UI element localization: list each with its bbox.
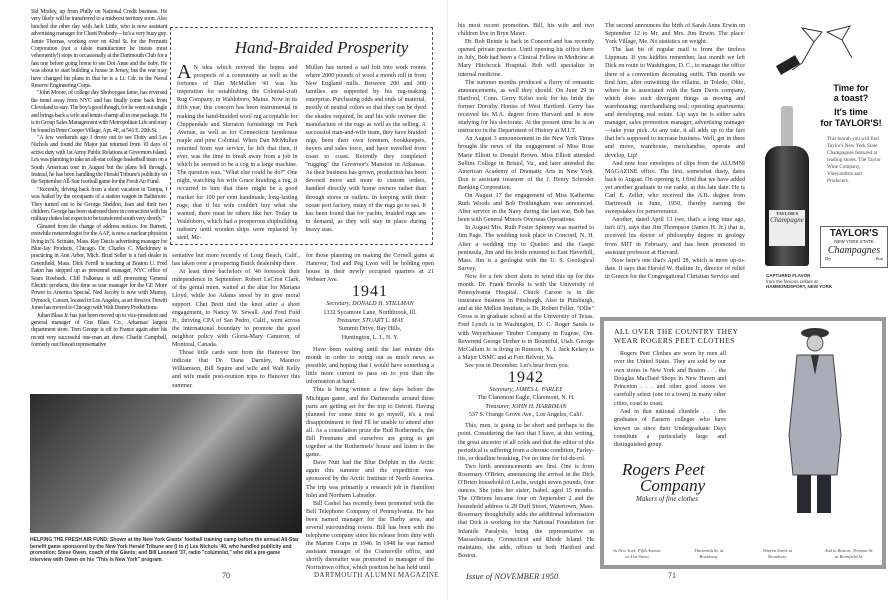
treasurer-address: Huntington, L. I., N. Y. (341, 334, 399, 341)
paragraph: Another, dated April 13 (we, that's a long time ago, isn't it?), says that Jim Thompson (James H. Jr.) that is, received his doctor of philosophy degree in geology from MIT in February, and has been promoted to assistant professor at Harvard. (605, 217, 745, 256)
paragraph: See you in December. Let's hear from you. (465, 362, 570, 369)
taylor-champagne-ad (752, 18, 892, 288)
paragraph: Bill Cashel has recently been promoted with the Bell Telephone Company of Pennsylvania. He has been named manager for the Darby area, and several surrounding towns. Bill has been with the telephone company since his release from duty with the Marine Corps in 1946. In 1948 he was named assistant manager of the Coatesville office, and shortly thereafter was promoted to manager of the Norristown office, which position he has held until (306, 500, 434, 572)
article-text: N idea which revived the hopes and prospects of a community as well as the fortunes of Dan McMullen '41 was his inspiration for establishing the Colonial-craft Rug Company, in Waldoboro, Maine. Now in its fifth year, this concern has been instrumental in making the hand-braided wool rug acceptable for Chippendale and Sheraton furnishings on Park Avenue, as well as for Connecticut farmhouse maple and pine Colonial. When Dan McMullen returned from war service, he felt that then, if ever, was the time to break away from a job in which he seemed to be a cog in a large machine. The question was, "What else could he do?" One night, watching his wife Grace braiding a rug, it occurred to him that there might be a good market for 100 per cent handmade, long-lasting rugs; that if his wife couldn't buy what she wanted, there must be others like her. Today in Waldoboro, which had a prosperous shipbuilding industry until wooden ships were replaced by steel, Mc- (177, 65, 298, 241)
paragraph: "John Moore, of college day Shoboygan fame, has reversed the trend away from NYC and has finally come back from Cleveland to stay. The boy's good though, for he went out single and brings back a wife and tennis champ all in one package. He is in Group Sales Management with Metropolitan Life and may be found in Peter Cooper Village, Apt. 4E, at 541 E. 20th St. (31, 90, 167, 134)
treasurer-address: 537 S. Orange Grove Ave., Los Angeles, Calif. (468, 412, 584, 419)
paragraph: Now for a few short shots to wind this up for this month. Dr. Frank Brooks is with the University of Pennsylvania Hospital. Chuck Carson is in the insurance business in Pittsburgh. Also in Pittsburgh, and at the Mellon Institute, is Dr. Robert Feller. "Ollie" Gross is in graduate school at the University of Texas. Fred Lynch is in Washington, D. C. Roger Sands is with Weyerhauser Timber Company in Eugene, Ore. Reverend George Dreher is in Bountiful, Utah. George McCallum Jr. is living in Rumson, N. J. Jack Kelsey is a Major USMC and at Fort Belvoir, Va. (458, 273, 594, 361)
paragraph: Dr. Bob Reinie is back in Concord and has recently opened private practice. Until opening his office there in July, Bob had been a Clinical Fellow in Medicine at Mary Hitchcock Hospital. Bob will specialize in internal medicine. (458, 39, 594, 78)
column-a (458, 22, 594, 562)
paragraph: Those little cards sent from the Hanover Inn indicate that Dr. Dana Darnley, Maurice Williamson, Bill Squire and wife and Walt Kelly and wife made post-reunion trips to Hanover this summer. (172, 350, 300, 389)
paragraph: Julian Blass Jr. has just been moved up to vice-president and general manager of Gus Blass Co., Arkansas' largest department store. Tom George is off to France again after his recent very successful one-man art show. Charlie Campbell, formerly our Hawaii representative (31, 312, 167, 349)
paragraph: "Recently, driving back from a short vacation in Tampa, I was hailed by the occupants of a station wagon in Baltimore. They turned out to be George Sheldon, Jean and their two children. George has been stationed there in connection with his military duties but expects to be transferred south very shortly." (31, 186, 167, 223)
rogers-peet-logo: Rogers Peet Company Makers of fine clothes (622, 459, 706, 503)
man-in-overcoat-illustration (779, 325, 849, 515)
photo-caption: HELPING THE FRESH AIR FUND: Shown at the New York Giants' football training camp before the annual All-Star benefit game sponsored by the New York Herald Tribune are (l to r) Les Nichols '40, who handled publicity and promotion; Steve Owen, coach of the Giants; and Bill Leonard '37, radio "columnist," who did a pre-game interview with Owen on his "This Is New York" program. (30, 537, 299, 563)
secretary-address: 1332 Sycamore Lane, Northbrook, Ill. (323, 309, 417, 316)
page-gutter (447, 0, 448, 600)
treasurer: Treasurer, JOHN H. HARRIMAN (485, 403, 567, 410)
paragraph: And now four envelopes of clips from the ALUMNI MAGAZINE office. The first, somewhat dusty, dates back to August. On opening it, I find that we have added yet another graduate to our ranks, at this late date. He is Carl E. Zeller, who received the A.B. degree from Dartmouth in June, 1950, thereby earning the sweepstakes for perseverance. (605, 160, 745, 216)
paragraph: Dave Nutt had the Blue Dolphin in the Arctic again this summer and the expedition was sponsored by the Arctic Institute of North America. The trip was primarily a research job in Hamilton Inlet and Northern Labrador. (306, 460, 434, 499)
page-number-left: 70 (222, 571, 230, 580)
paragraph: sentative but more recently of Long Beach, Calif., has taken over a prospering Buick dealership there. (172, 253, 300, 268)
paragraph: Sid Morley, up from Philly on National Credit business. He very likely will be transferred to a midwest territory soon. Also lunched the other day with Jack Little, who is now assistant advertising manager for Cluett Peabody—he's a very busy guy. Jamie Thomas, working over on 42nd St. for the Permutit Corporation (not a falsie manufacturer he insists most vehemently!) stops in occasionally at the Dartmouth Club for a fast one before going home to see Dot Anne and the baby. He was about to start building a house in Jersey, but the war may have changed his plans in that he is a Lt. Cdr. in the Naval Reserve Engineering Corps. (31, 9, 167, 90)
paragraph: Gleaned from the change of address notices: Joe Burnett, erstwhile meteorologist for the AAF, is now a nuclear physicist living in N. Scituate, Mass. Ray Dau is advertising manager for Blue-Jay Products, Chicago. Dr. Charles C. Mackinney is practicing in Ann Arbor, Mich. Brud Seller is a fuel dealer in Greenfield, Mass. Dick Ferrill is teaching at Boston U. Fred Eaton has stepped up as personnel manager, NYC office of Sears Roebuck. Cliff Falkenau is still promoting General Electric products, this time as tour manager for the GE More Power to America Special. Ned Jacoby is now with Murray, Dymock, Carson, located in Los Angeles, as art director. Dewitt Jones has moved to Chicago with Walt Disney Productions. (31, 223, 167, 312)
store-location: Thirteenth St. at Broadway (694, 548, 724, 559)
page-number-right: 71 (668, 571, 676, 580)
class-year-heading: 1941 (352, 283, 388, 301)
paragraph: An August 3 announcement in the New York Times brought the news of the engagement of Miss Rose Marie Elliott to Donald Brown. Miss Elliott attended Sullins College in Bristol, Va., and later attended the American Academy of Dramatic Arts in New York. Don is assistant treasurer of the J. Henry Schroder Banking Corporation. (458, 136, 594, 191)
taylor-tagline: CAPTURED FLAVOR from the famous cellars at HAMMONDSPORT, NEW YORK (766, 273, 833, 289)
treasurer-address: Summit Drive, Bay Hills, (338, 326, 402, 333)
champagne-bottle (765, 106, 809, 266)
secretary: Secretary, JAMES L. FARLEY (489, 387, 563, 394)
column-b (605, 22, 745, 314)
store-location: And in Boston: Tremont St. at Bromfield St. (824, 548, 874, 559)
paragraph: Have been waiting until the last minute this month in order to wring out as much news as possible, and hoping that I would have something a little more current to pass on to you than the information at hand. (306, 346, 434, 386)
column-3 (306, 252, 434, 572)
magazine-name: DARTMOUTH ALUMNI MAGAZINE (314, 571, 440, 579)
rogers-peet-ad (600, 317, 886, 569)
paragraph: The second announces the birth of Sarah Anne Erwin on September 12 to Mr. and Mrs. Jim Erwin. The place: York Village, Me. No statistics on weight. (605, 23, 745, 46)
paragraph: "A few weekends ago I drove out to see Dotty and Les Nichols and found the Major just returned from 10 days of active duty with 1st Army Public Relations at Governors Island. Les was planning to take an all-star college basketball team on a South American tour in August but the plans fell through. Instead, he has been handling the Herald Tribune's publicity on the September All-Star football game for the Fresh Air Fund. (31, 134, 167, 186)
taylor-headline: Time for a toast? It's time for TAYLOR'S! (820, 83, 882, 128)
paragraph: Now here's one that's April 28, which is more up-to-date. It says that Harold W. Hatline Jr., director of relief in Greece for the Congregational Christian Service and (605, 257, 745, 280)
class-officers (306, 300, 434, 341)
drop-cap: A (177, 61, 192, 83)
article-title: Hand-Braided Prosperity (234, 38, 409, 57)
store-location: Warren Street at Broadway (762, 548, 792, 559)
fresh-air-fund-photo (30, 394, 302, 533)
bottle-brand: TAYLOR'S (775, 211, 799, 216)
taylor-label-logo: TAYLOR'S NEW YORK STATE Champagnes Dry Brut (820, 226, 888, 268)
paragraph: The last bit of regular mail is from the tireless Lippman. If you kiddies remember, last month we left Dick en route to Washington, D. C., to manage the office there of a convention decorating outfit. This month we find him, after outwitting the villains, in Toledo, Ohio, where he is associated with the Sam Davis company, which does such divergent things as moving and warehousing; merchandising real; operating apartments; and developing real estate. Lip says he is either sales manager, sales promotion manager, advertising manager—take your pick. At any rate, it all adds up to the fact that he's supposed to increase business. Well, get in there and move, warehouse, merchandise, operate and develop, Lip! (605, 47, 745, 159)
secretary: Secretary, DONALD H. STILLMAN (326, 301, 414, 308)
column-2 (172, 252, 300, 392)
class-officers (458, 386, 594, 419)
class-year-heading: 1942 (508, 369, 544, 387)
store-locations (612, 548, 874, 559)
paragraph: for those planning on making the Cornell game at Hanover, Tod and Peg Lyon will be holding open house in their newly occupied quarters at 21 Webster Ave. (306, 253, 434, 284)
paragraph: The summer months produced a flurry of romantic announcements, as well they should. On June 29 in Hartford, Conn. Gerry Kelso took for his bride the former Dorothy Honiss of West Hartford. Gerry has received his M.A. degree from Harvard and is now studying for his doctorate. At the present time he is an instructor in the Department of History at M.I.T. (458, 79, 594, 135)
rogers-headline: ALL OVER THE COUNTRY THEY WEAR ROGERS PEET CLOTHES (614, 327, 739, 345)
paragraph: Two birth announcements are first. One is from Rosemary O'Brien, announcing the arrival in the Dick O'Brien household of Leslie, weight seven pounds, four ounces. She joins her sister, Isabel, aged 15 months. The O'Briens became four on September 2 and the household address is 28 Duff Street, Watertown, Mass. Rosemary thoughtfully adds the additional information that Dick is working for the National Foundation for Infantile Paralysis, being the representative in Massachusetts, Connecticut and Rhode Island. He maintains, she adds, offices in both Hartford and Boston. (458, 463, 594, 559)
store-location: In New York: Fifth Avenue at 41st Street (613, 548, 661, 559)
paragraph: On August 17 the engagement of Miss Katherine Ruth Woods and Bob Frothingham was announced. After service in the Navy during the last war, Bob has been with General Motors Overseas Operations. (458, 192, 594, 224)
issue-date: Issue of NOVEMBER 1950 (466, 571, 559, 581)
paragraph: In August Mrs. Ruth Foster Spinney was married to Jim Page. The wedding took place in Concord, N. H. After a wedding trip to Quebec and the Gaspé peninsula, Jim and his bride returned to East Haverhill, Mass. Jim is a geologist with the U. S. Geological Survey. (458, 225, 594, 272)
paragraph: This, men, is going to be short and perhaps to the point. Considering the fact that I have, at this writing, the great ancestor of all colds and that the editor of this periodical is suffering from a chronic condition, Farley-itis, or deadline breaking, I've no time for fol-de-rol. (458, 423, 594, 462)
treasurer: Treasurer, STUART L. MAY (336, 318, 404, 325)
paragraph: This is being written a few days before the Michigan game, and the Dartmouths around these parts are getting set for the trip to Detroit. Having planned for some time to go myself, it's a real disappointment to find I'll be unable to attend after all. As a consolation prize the Bud Rothermels, the Bill Freemans and ourselves are going to get together at the Rothermels' house and listen to the game. (306, 387, 434, 459)
bottle-script: Champagne (770, 216, 804, 224)
rogers-body: Rogers Peet Clothes are worn by men all over the United States. They are sold by our own stores in New York and Boston . . . the Douglas MacDaid Shops in New Haven and Princeton . . . and other good stores we carefully select (one to a town) in many other cities, coast to coast. And in that national clientele . . . the graduates of Eastern colleges who have known us since their Undergraduate Days constitute a particularly large and distinguished group. (614, 351, 726, 449)
paragraph: At least three bachelors of '40 foresook their independence in September: Robert LeCron Clark, of the genial mien, waited at the altar for Mariana Lloyd, while Joe Adams stood by to give moral support. Chet Brett tied the knot after a short engagement, to Nancy W. Sewall. And Fred Fuld Jr., thriving CPA of San Pedro, Calif., went across the international boundary to promote the good neighbor policy with Gloria-Mary Cameron, of Montreal, Canada. (172, 269, 300, 349)
secretary-address: The Claremont Eagle, Claremont, N. H. (477, 395, 575, 402)
article-column-right: Mullen has turned a sail loft into work rooms where 2000 pounds of wool a month roll in from New England mills. Between 200 and 300 families are supported by his rug-making enterprise. Purchasing odds and ends of material, mostly of neutral colors so that they can be dyed the shades required, he and his wife oversee the manufacture of the rugs as well as the selling. A successful man-and-wife team, they have braided rugs, been their own foremen, bookkeepers, buyers and sales force, and have travelled from coast to coast. Recently they completed "rugging" the Governor's Mansion in Arkansas. As their business has grown, production has been devoted more and more to custom orders, handled directly with home owners rather than through stores or outlets. In keeping with their ocean port factory, many of the rugs go to sea. It has been found that for yachts, braided rugs are in demand, as they will stay in place during heavy seas. (305, 65, 427, 233)
article-column-left (177, 61, 298, 242)
sidebar-article-box (170, 27, 433, 245)
taylor-body: This month you will find Taylor's New York State Champagnes featured at leading stores. The Taylor Wine Company, Vineyardists and Producers. (827, 136, 881, 184)
column-1 (31, 9, 167, 392)
toasting-glasses-icon (772, 18, 872, 73)
paragraph: his most recent promotion. Bill, his wife and two children live in Bryn Mawr. (458, 23, 594, 38)
